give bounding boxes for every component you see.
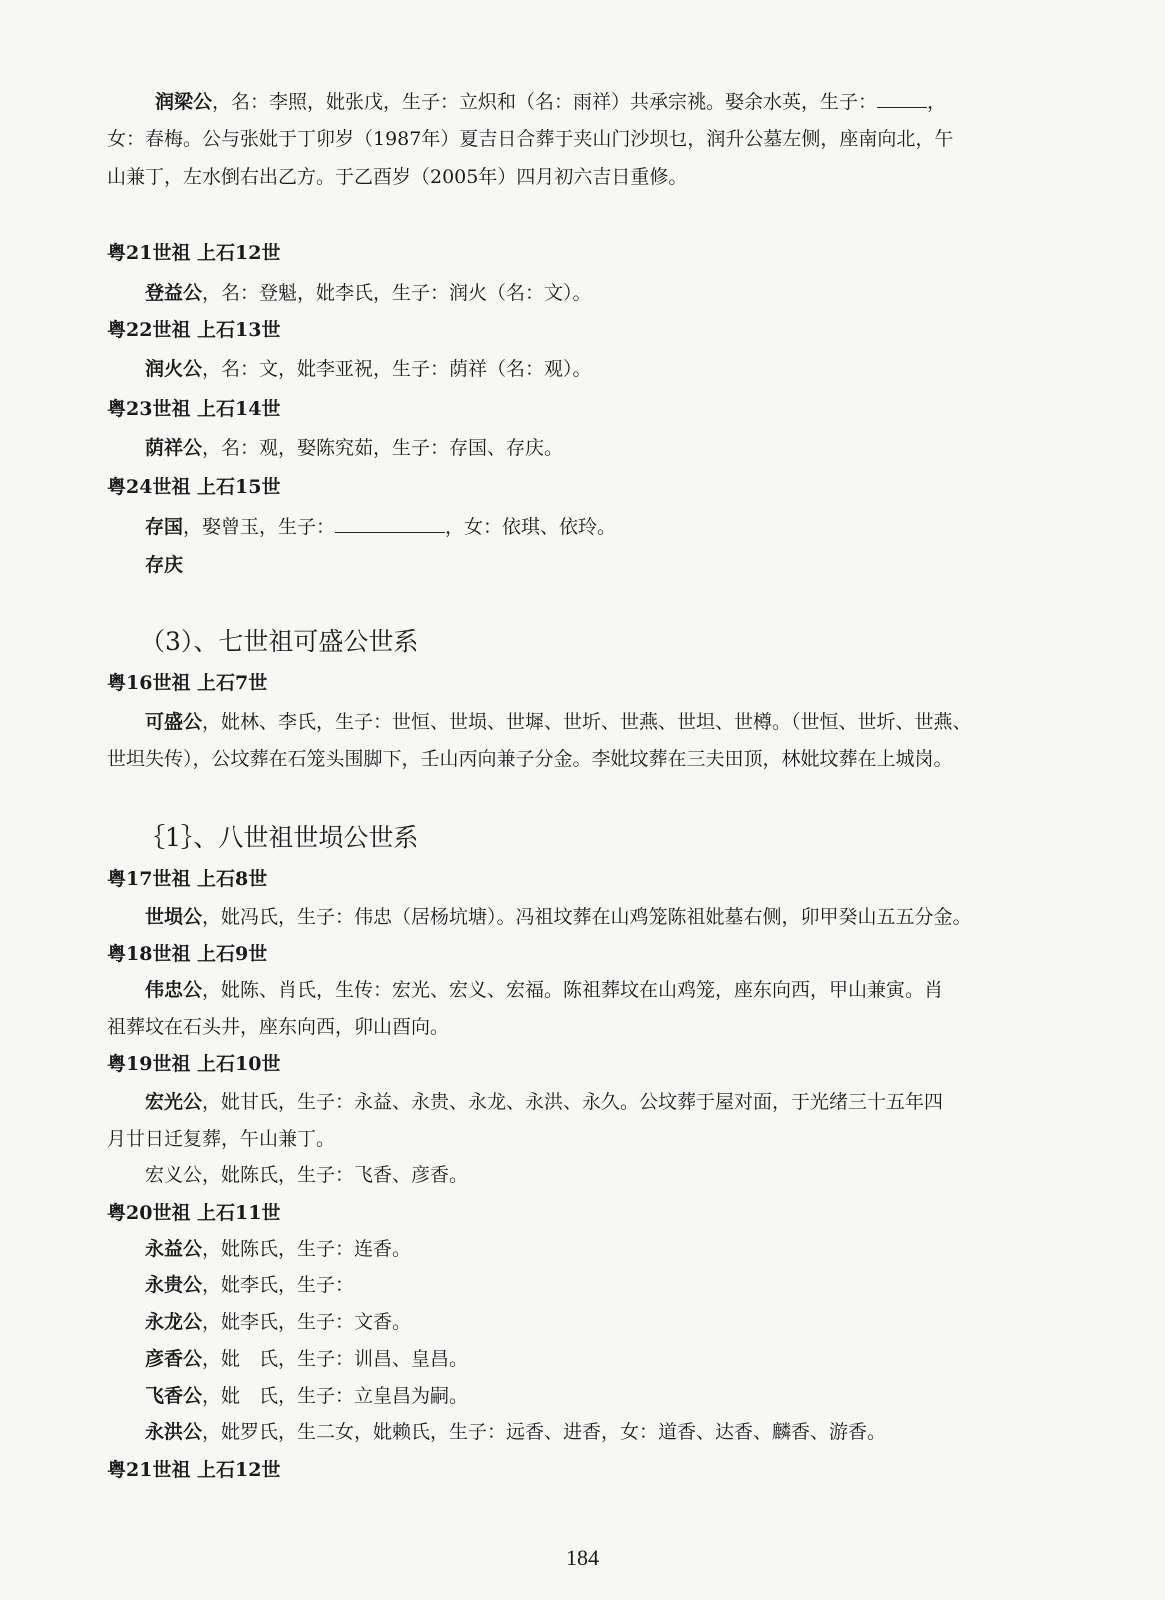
paragraph-yinxiang: 荫祥公，名：观，娶陈究茹，生子：存国、存庆。 bbox=[145, 437, 564, 459]
generation-heading: 粤17世祖 上石8世 bbox=[107, 868, 268, 890]
paragraph-weizhong: 伟忠公，妣陈、肖氏，生传：宏光、宏义、宏福。陈祖葬坟在山鸡笼，座东向西，甲山兼寅。肖 bbox=[145, 979, 944, 1001]
paragraph-hongguang: 宏光公，妣甘氏，生子：永益、永贵、永龙、永洪、永久。公坟葬于屋对面，于光绪三十五年四 bbox=[145, 1091, 944, 1113]
generation-heading: 粤23世祖 上石14世 bbox=[107, 398, 281, 420]
generation-heading: 粤21世祖 上石12世 bbox=[107, 242, 281, 264]
generation-heading: 粤22世祖 上石13世 bbox=[107, 319, 281, 341]
paragraph-line: 祖葬坟在石头井，座东向西，卯山酉向。 bbox=[107, 1016, 450, 1038]
blank-line bbox=[877, 91, 927, 108]
paragraph-line: 月廿日迁复葬，午山兼丁。 bbox=[107, 1128, 336, 1150]
paragraph-cunqing: 存庆 bbox=[145, 554, 184, 576]
paragraph-yonglong: 永龙公，妣李氏，生子：文香。 bbox=[145, 1311, 412, 1333]
generation-heading: 粤20世祖 上石11世 bbox=[107, 1202, 281, 1224]
paragraph-dengyi: 登益公，名：登魁，妣李氏，生子：润火（名：文）。 bbox=[145, 282, 592, 304]
paragraph-hongyi: 宏义公，妣陈氏，生子：飞香、彦香。 bbox=[145, 1164, 469, 1186]
paragraph-yanxiang: 彦香公，妣 氏，生子：训昌、皇昌。 bbox=[145, 1348, 469, 1370]
paragraph-yongyi: 永益公，妣陈氏，生子：连香。 bbox=[145, 1238, 412, 1260]
generation-heading: 粤16世祖 上石7世 bbox=[107, 672, 268, 694]
paragraph-shixun: 世埙公，妣冯氏，生子：伟忠（居杨坑塘）。冯祖坟葬在山鸡笼陈祖妣墓右侧，卯甲癸山五五分金。 bbox=[145, 906, 972, 928]
paragraph-line: 山兼丁，左水倒右出乙方。于乙酉岁（2005年）四月初六吉日重修。 bbox=[107, 166, 688, 188]
generation-heading: 粤24世祖 上石15世 bbox=[107, 476, 281, 498]
blank-line bbox=[335, 516, 445, 533]
generation-heading: 粤19世祖 上石10世 bbox=[107, 1053, 281, 1075]
paragraph-feixiang: 飞香公，妣 氏，生子：立皇昌为嗣。 bbox=[145, 1385, 469, 1407]
paragraph-yonggui: 永贵公，妣李氏，生子： bbox=[145, 1274, 355, 1296]
generation-heading: 粤18世祖 上石9世 bbox=[107, 943, 268, 965]
paragraph-kesheng: 可盛公，妣林、李氏，生子：世恒、世埙、世墀、世圻、世燕、世坦、世樽。（世恒、世圻、世燕、 bbox=[145, 711, 972, 733]
generation-heading: 粤21世祖 上石12世 bbox=[107, 1459, 281, 1481]
section-title: ｛1｝、八世祖世埙公世系 bbox=[140, 823, 419, 852]
page-number: 184 bbox=[566, 1545, 599, 1570]
section-title: （3）、七世祖可盛公世系 bbox=[140, 627, 419, 656]
paragraph-yonghong: 永洪公，妣罗氏，生二女，妣赖氏，生子：远香、进香，女：道香、达香、麟香、游香。 bbox=[145, 1421, 887, 1443]
paragraph-line: 世坦失传），公坟葬在石笼头围脚下，壬山丙向兼子分金。李妣坟葬在三夫田顶，林妣坟葬在上城岗。 bbox=[107, 748, 953, 770]
paragraph-cunguo: 存国，娶曾玉，生子： ，女：依琪、依玲。 bbox=[145, 516, 617, 538]
paragraph-runhuo: 润火公，名：文，妣李亚祝，生子：荫祥（名：观）。 bbox=[145, 358, 592, 380]
paragraph-runliang: 润梁公，名：李照，妣张戊，生子：立炽和（名：雨祥）共承宗祧。娶余水英，生子： ， bbox=[155, 91, 947, 113]
paragraph-line: 女：春梅。公与张妣于丁卯岁（1987年）夏吉日合葬于夹山门沙坝乜，润升公墓左侧，座南向北，午 bbox=[107, 128, 954, 150]
